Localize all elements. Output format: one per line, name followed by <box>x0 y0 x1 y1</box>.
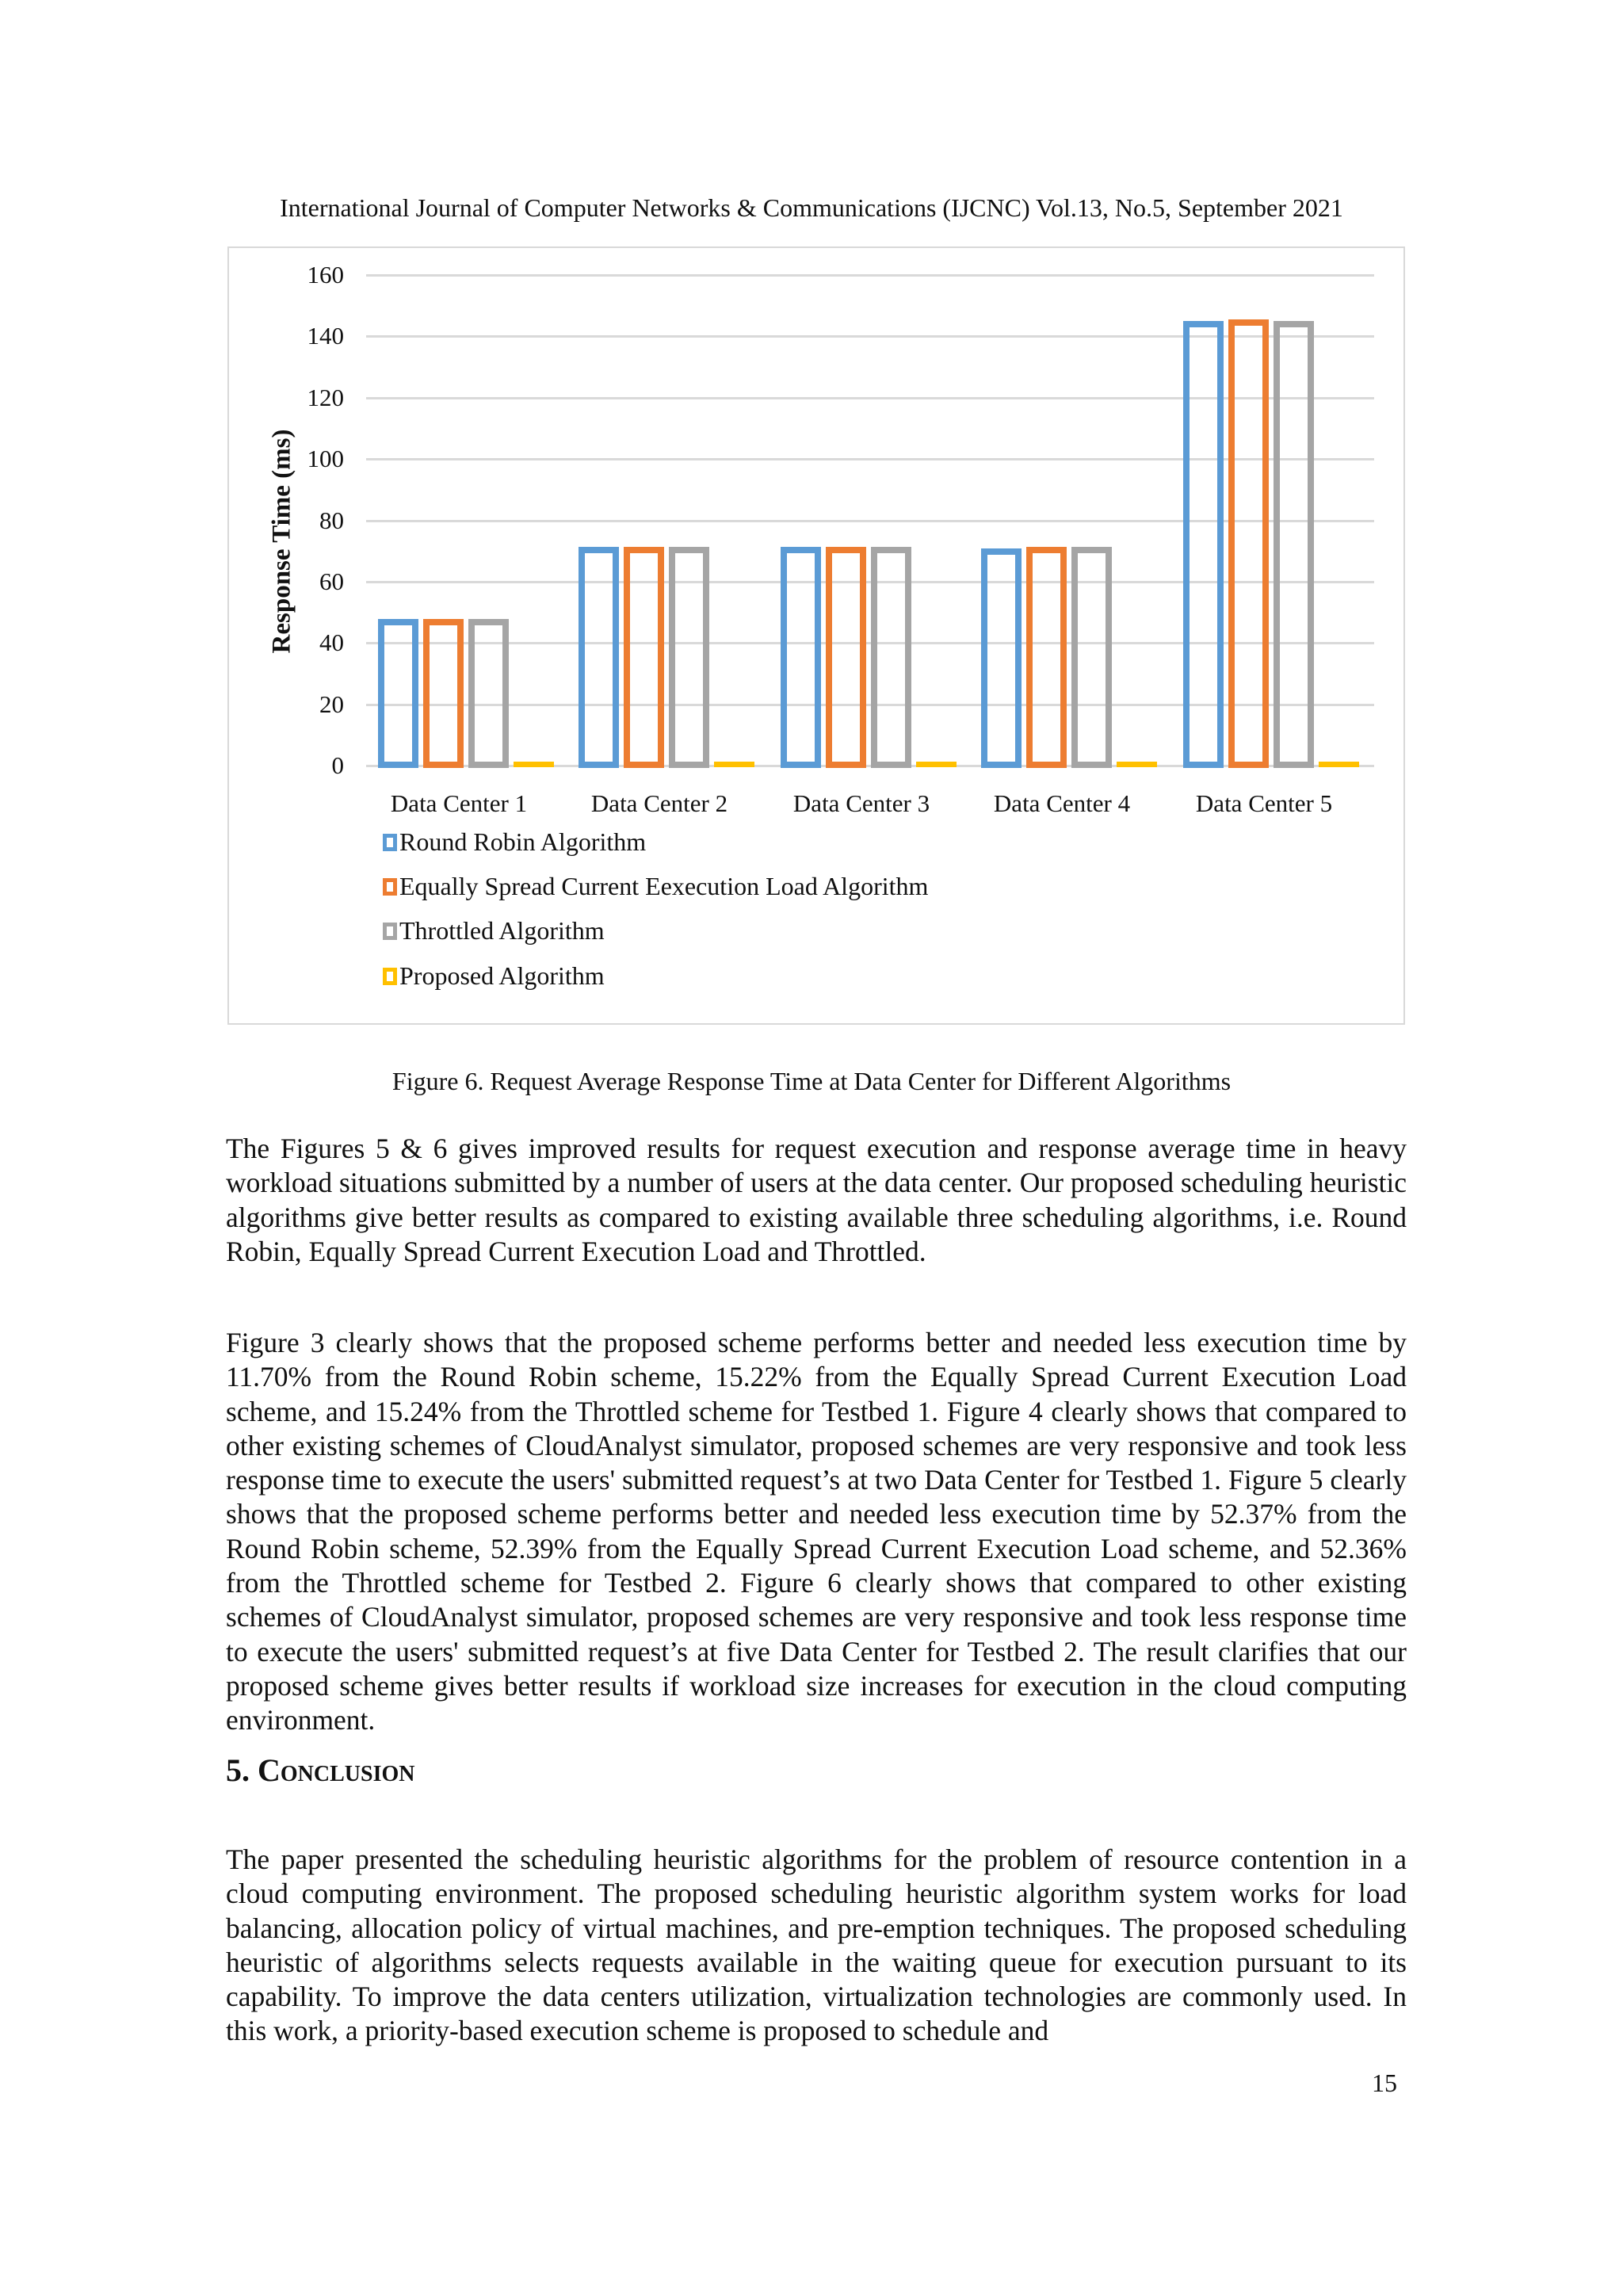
bar-throttled-dc2 <box>669 547 709 768</box>
bar-throttled-dc3 <box>871 547 911 768</box>
x-category-label: Data Center 4 <box>993 789 1131 817</box>
x-category-label: Data Center 2 <box>590 789 728 817</box>
x-category-label: Data Center 5 <box>1195 789 1333 817</box>
y-tick-label: 40 <box>319 628 344 657</box>
bar-proposed-dc5 <box>1319 762 1359 767</box>
page-number: 15 <box>1372 2069 1397 2097</box>
running-header: International Journal of Computer Networks & Communications (IJCNC) Vol.13, No.5, September 2021 <box>280 193 1343 222</box>
y-tick-label: 80 <box>319 506 344 534</box>
y-tick-label: 100 <box>307 445 344 473</box>
bar-throttled-dc4 <box>1071 547 1112 768</box>
legend-item <box>383 961 605 991</box>
legend-swatch-icon <box>383 968 397 985</box>
y-tick-label: 160 <box>307 261 344 288</box>
body-paragraph-1: The Figures 5 & 6 gives improved results for request execution and response average time in heavy workload situations submitted by a number of users at the data center. Our proposed scheduling heuristic algorithms give better results as compared to existing available three scheduling algorithms, i.e. Round Robin, Equally Spread Current Execution Load and Throttled. <box>226 1133 1407 1267</box>
bar-round-dc5 <box>1183 321 1224 768</box>
legend-label: Throttled Algorithm <box>399 916 605 945</box>
figure-caption: Figure 6. Request Average Response Time at Data Center for Different Algorithms <box>391 1067 1232 1095</box>
y-tick-label: 140 <box>307 322 344 350</box>
x-category-label: Data Center 3 <box>792 789 930 817</box>
bar-proposed-dc1 <box>514 762 554 767</box>
legend-item <box>383 827 646 857</box>
legend-swatch-icon <box>383 923 397 940</box>
y-tick-label: 60 <box>319 567 344 595</box>
y-tick-label: 0 <box>331 751 344 779</box>
bar-equally-dc3 <box>826 547 866 768</box>
gridline <box>366 274 1374 277</box>
bar-round-dc2 <box>579 547 619 768</box>
bar-throttled-dc5 <box>1274 321 1314 768</box>
bar-proposed-dc3 <box>916 762 957 767</box>
legend-swatch-icon <box>383 834 397 851</box>
bar-equally-dc1 <box>423 619 464 768</box>
bar-equally-dc4 <box>1026 547 1067 768</box>
legend-label: Equally Spread Current Eexecution Load Algorithm <box>399 872 929 900</box>
legend-swatch-icon <box>383 878 397 896</box>
x-category-label: Data Center 1 <box>390 789 528 817</box>
bar-proposed-dc4 <box>1117 762 1157 767</box>
y-tick-label: 120 <box>307 383 344 411</box>
legend-item <box>383 916 605 946</box>
legend-item <box>383 872 928 901</box>
section-heading: 5. Conclusion <box>226 1752 415 1788</box>
legend-label: Round Robin Algorithm <box>399 827 647 856</box>
bar-equally-dc2 <box>624 547 664 768</box>
bar-proposed-dc2 <box>714 762 754 767</box>
bar-round-dc4 <box>981 548 1022 768</box>
legend-label: Proposed Algorithm <box>399 961 605 990</box>
y-axis-label: Response Time (ms) <box>267 429 296 654</box>
bar-round-dc3 <box>781 547 821 768</box>
bar-round-dc1 <box>378 619 418 768</box>
y-tick-label: 20 <box>319 690 344 718</box>
body-paragraph-2: Figure 3 clearly shows that the proposed scheme performs better and needed less execution time by 11.70% from the Round Robin scheme, 15.22% from the Equally Spread Current Execution Load scheme, and 15.24% from the Throttled scheme for Testbed 1. Figure 4 clearly shows that compared to other existing schemes of CloudAnalyst simulator, proposed schemes are very responsive and took less response time to execute the users' submitted request’s at two Data Center for Testbed 1. Figure 5 clearly shows that the proposed scheme performs better and needed less execution time by 52.37% from the Round Robin scheme, 52.39% from the Equally Spread Current Execution Load scheme, and 52.36% from the Throttled scheme for Testbed 2. Figure 6 clearly shows that compared to other existing schemes of CloudAnalyst simulator, proposed schemes are very responsive and took less response time to execute the users' submitted request’s at five Data Center for Testbed 2. The result clarifies that our proposed scheme gives better results if workload size increases for execution in the cloud computing environment. <box>226 1327 1407 1736</box>
bar-throttled-dc1 <box>468 619 509 768</box>
bar-equally-dc5 <box>1228 319 1269 768</box>
body-paragraph-3: The paper presented the scheduling heuristic algorithms for the problem of resource contention in a cloud computing environment. The proposed scheduling heuristic algorithm system works for load balancing, allocation policy of virtual machines, and pre-emption techniques. The proposed scheduling heuristic of algorithms selects requests available in the waiting queue for execution pursuant to its capability. To improve the data centers utilization, virtualization technologies are commonly used. In this work, a priority-based execution scheme is proposed to schedule and <box>226 1843 1407 2047</box>
